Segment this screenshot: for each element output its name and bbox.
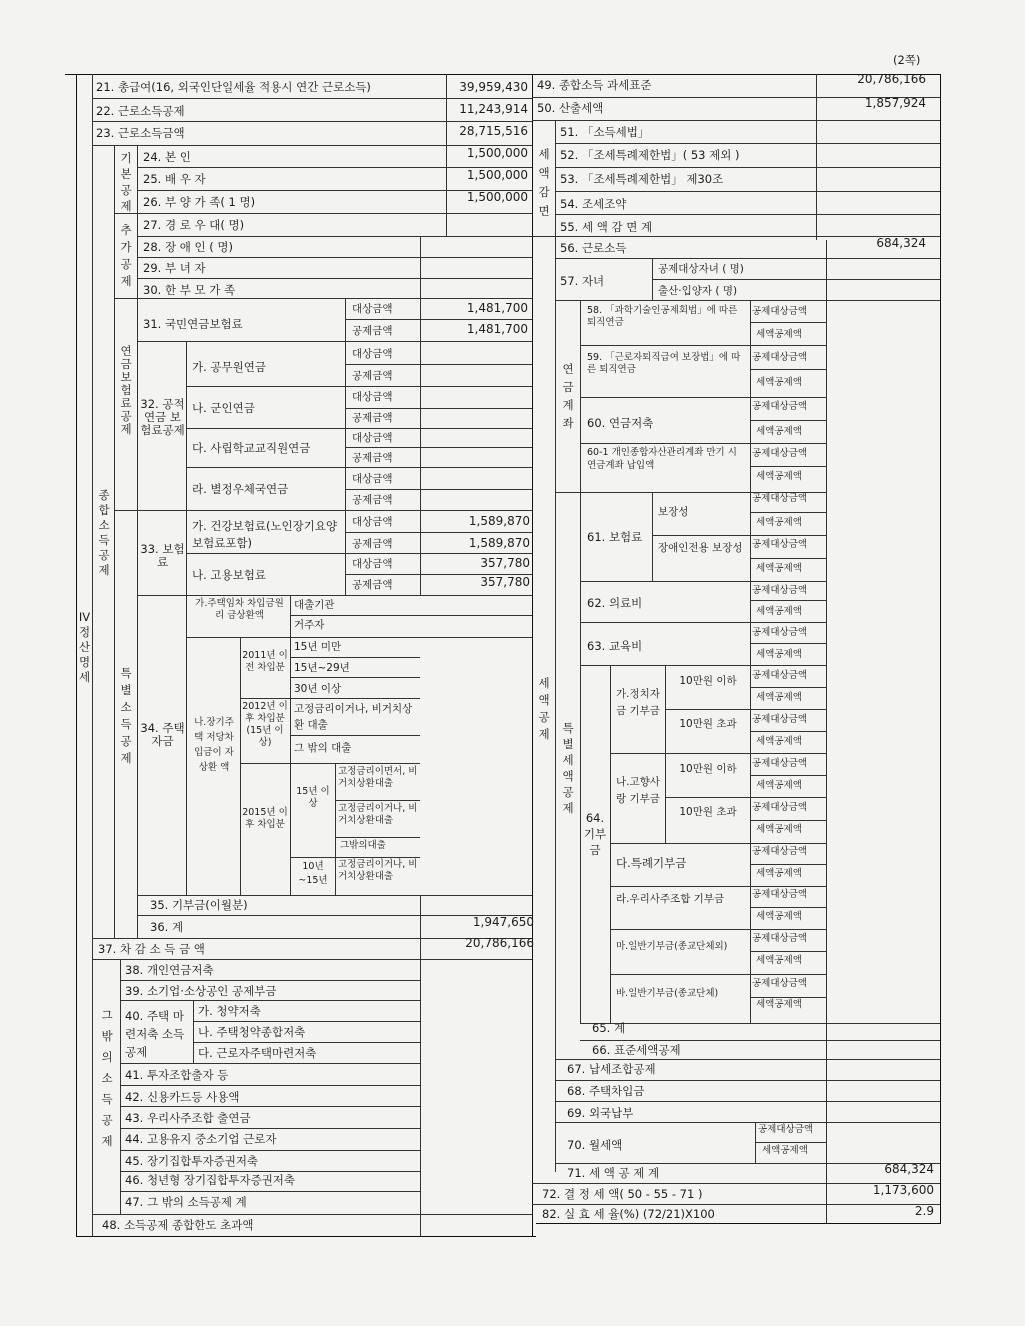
r24-label: 24. 본 인 [143, 150, 191, 164]
r32c-label: 다. 사립학교교직원연금 [192, 441, 311, 455]
r22-label: 22. 근로소득공제 [96, 104, 185, 118]
r33b-target-value: 357,780 [480, 556, 530, 570]
page-number: (2쪽) [893, 53, 921, 67]
r33b-deduct-value: 357,780 [480, 575, 530, 589]
r50-label: 50. 산출세액 [537, 101, 604, 115]
r26-value: 1,500,000 [466, 190, 528, 204]
r30-label: 30. 한 부 모 가 족 [143, 283, 236, 297]
r56-value: 684,324 [876, 236, 926, 250]
r21-label: 21. 총급여(16, 외국인단일세율 적용시 연간 근로소득) [96, 80, 371, 94]
group-special-label: 특별소득공제 [120, 666, 132, 765]
r37-value: 20,786,166 [465, 936, 534, 950]
table-right-border [940, 74, 941, 1223]
r31-label: 31. 국민연금보험료 [143, 317, 243, 331]
table-bottom-border-right [536, 1223, 941, 1224]
r31-deduct-value: 1,481,700 [466, 322, 528, 336]
r23-value: 28,715,516 [459, 124, 528, 138]
r35-label: 35. 기부금(이월분) [150, 898, 248, 912]
r50-value: 1,857,924 [864, 96, 926, 110]
r32b-label: 나. 군인연금 [192, 401, 255, 415]
r26-label: 26. 부 양 가 족( 1 명) [143, 195, 256, 209]
r36-label: 36. 계 [150, 920, 184, 934]
section-label: IV 정산명세 [78, 610, 91, 684]
r34b-label: 나.장기주택 저당차 입금이 자상환 액 [194, 717, 234, 773]
r36-value: 1,947,650 [472, 915, 534, 929]
r25-value: 1,500,000 [466, 168, 528, 182]
r33b-label: 나. 고용보험료 [192, 568, 266, 582]
group-pension-acct-label: 연금계좌 [562, 362, 574, 430]
r34-y2011: 2011년 이전 차입분 [242, 650, 288, 673]
group-special-credit-label: 특별세액공제 [562, 721, 574, 815]
r32d-label: 라. 별정우체국연금 [192, 482, 289, 496]
r49-value: 20,786,166 [857, 72, 926, 86]
r37-label: 37. 차 감 소 득 금 액 [98, 942, 205, 956]
r34-y2012: 2012년 이후 차입분 (15년 이상) [242, 701, 288, 748]
group-reduce-label: 세액감면 [538, 147, 550, 218]
group-credit-label: 세액공제 [538, 676, 550, 741]
r29-label: 29. 부 녀 자 [143, 261, 206, 275]
group-other-label: 그 밖의 소득공제 [101, 1008, 113, 1148]
r33a-label: 가. 건강보험료(노인장기요양보험료포함) [192, 519, 338, 550]
r27-label: 27. 경 로 우 대( 명) [143, 218, 245, 232]
r82-value: 2.9 [914, 1204, 934, 1218]
r32-label: 32. 공적연금 보험료공제 [140, 397, 185, 437]
r33a-target-value: 1,589,870 [468, 514, 530, 528]
r32a-label: 가. 공무원연금 [192, 360, 266, 374]
group-total-label: 종합소득공제 [98, 488, 110, 577]
table-bottom-border-left [76, 1236, 536, 1237]
center-divider [532, 74, 533, 1236]
r34-y2015: 2015년 이후 차입분 [242, 807, 288, 830]
r28-label: 28. 장 애 인 ( 명) [143, 240, 233, 254]
group-pension-label: 연금보험료공제 [120, 344, 132, 436]
r31-target-value: 1,481,700 [466, 301, 528, 315]
r49-label: 49. 종합소득 과세표준 [537, 78, 652, 92]
r34a-label: 가.주택임차 차입금원리 금상환액 [195, 598, 284, 621]
r21-value: 39,959,430 [459, 80, 528, 94]
r71-value: 684,324 [884, 1162, 934, 1176]
r33a-deduct-value: 1,589,870 [468, 536, 530, 550]
r23-label: 23. 근로소득금액 [96, 126, 185, 140]
group-basic-label: 기본공제 [120, 151, 132, 213]
r40-label: 40. 주택 마련저축 소득공제 [125, 1009, 185, 1059]
tax-settlement-form-page2: (2쪽) IV 정산명세 21. 총급여(16, 외국인단일세율 적용시 연간 근로소득) 39,959,430 22. 근로소득공제 11,243,914 23. 근로소득금액 28,715,516 종합소득공제 기본공제 24. 본 인 1,500,000 25. 배 우 자 1,500,000 26. 부 양 가 족( 1 명) 1,500,000 추가공제 27. 경 로 우 대( 명) 28. 장 애 인 ( 명) 29. 부 녀 자 30. 한 부 모 가 족 연금보험료공제 31. 국민연금보험료 대상금액 1,481,700 공제금액 1,481,700 32. 공적연금 보험료공제 가. 공무원연금 나. 군인연금 다. 사립학교교직원연금 라. 별정우체국연금 대상금액 공제금액 대상금액 공제금액 대상금액 공제금액 대상금액 공제금액 특별소득공제 33. 보험료 가. 건강보험료(노인장기요양보험료포함) 대상금액 1,589,870 공제금액 1,589,870 나. 고용보험료 대상금액 357,780 공제금액 357,780 34. 주택자금 가.주택임차 차입금원리 금상환액 대출기관 거주자 나.장기주택 저당차 입금이 자상환 액 2011년 이전 차입분 15년 미만 15년~29년 30년 이상 2012년 이후 차입분 (15년 이상) 고정금리이거나, 비거치상환 대출 그 밖의 대출 2015년 이후 차입분 15년 이상 고정금리이면서, 비거치상환대출 고정금리이거나, 비거치상환대출 그밖의대출 10년 ~15년 고정금리이거나, 비거치상환대출 35. 기부금(이월분) 36. 계 1,947,650 37. 차 감 소 득 금 액 20,786,166 그 밖의 소득공제 38. 개인연금저축 39. 소기업·소상공인 공제부금 40. 주택 마련저축 소득공제 가. 청약저축 나. 주택청약종합저축 다. 근로자주택마련저축 41. 투자조합출자 등 42. 신용카드등 사용액 43. 우리사주조합 출연금 44. 고용유지 중소기업 근로자 45. 장기집합투자증권저축 46. 청년형 장기집합투자증권저축 47. 그 밖의 소득공제 계 48. 소득공제 종합한도 초과액 49. 종합소득 과세표준 20,786,166 50. 산출세액 1,857,924 세액감면 51. 「소득세법」 52. 「조세특례제한법」( 53 제외 ) 53. 「조세특례제한법」 제30조 54. 조세조약 55. 세 액 감 면 계 세액공제 56. 근로소득 684,324 57. 자녀 공제대상자녀 ( 명) 출산·입양자 ( 명) 연금계좌 58. 「과학기술인공제회법」에 따른 퇴직연금 59. 「근로자퇴직급여 보장법」에 따른 퇴직연금 60. 연금저축 60-1 개인종합자산관리계좌 만기 시 연금계좌 납입액 특별세액공제 61. 보험료 보장성 장애인전용 보장성 62. 의료비 63. 교육비 64. 기부금 가.정치자금 기부금 10만원 이하 10만원 초과 나.고향사랑 기부금 10만원 이하 10만원 초과 다.특례기부금 라.우리사주조합 기부금 마.일반기부금(종교단체외) 바.일반기부금(종교단체) 공제대상금액 세액공제액 공제대상금액 세액공제액 공제대상금액 세액공제액 공제대상금액 세액공제액 공제대상금액 세액공제액 공제대상금액 세액공제액 공제대상금액 세액공제액 공제대상금액 세액공제액 공제대상금액 세액공제액 공제대상금액 세액공제액 공제대상금액 세액공제액 공제대상금액 세액공제액 공제대상금액 세액공제액 공제대상금액 세액공제액 공제대상금액 세액공제액 공제대상금액 세액공제액 65. 계 66. 표준세액공제 67. 납세조합공제 68. 주택차입금 69. 외국납부 70. 월세액 공제대상금액 세액공제액 71. 세 액 공 제 계 684,324 72. 결 정 세 액( 50 - 55 - 71 ) 1,173,600 82. 실 효 세 율(%) (72/21)X100 2.9 [0, 0, 1025, 1326]
r24-value: 1,500,000 [466, 146, 528, 160]
group-extra-label: 추가공제 [120, 223, 132, 288]
table-top-border [65, 74, 941, 75]
r25-label: 25. 배 우 자 [143, 172, 206, 186]
r34-label: 34. 주택자금 [140, 721, 185, 748]
r33-label: 33. 보험료 [140, 542, 185, 569]
r72-value: 1,173,600 [872, 1183, 934, 1197]
r22-value: 11,243,914 [459, 102, 528, 116]
